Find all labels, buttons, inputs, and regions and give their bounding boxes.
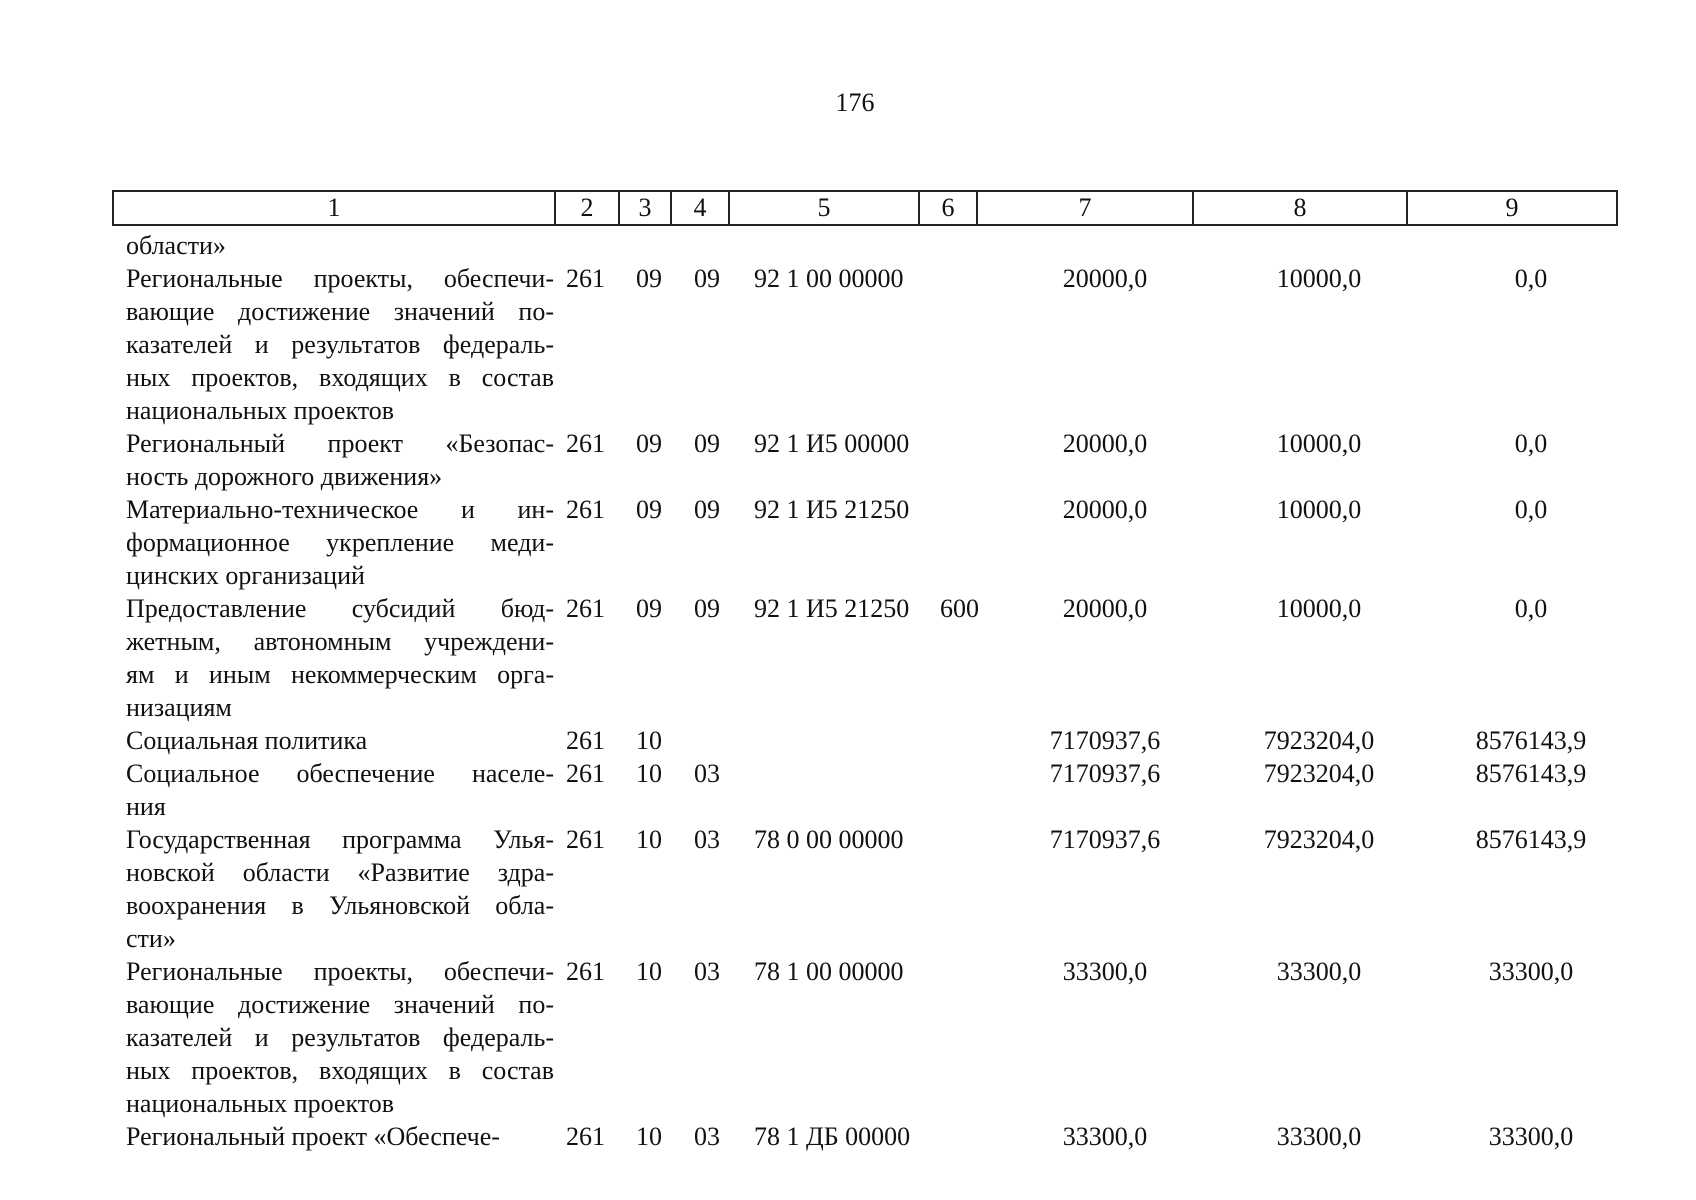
row-name-line: Государственная программа Улья- — [126, 825, 554, 854]
cell-col-3: 10 — [636, 759, 662, 788]
table-row — [0, 724, 1696, 757]
table-body — [0, 229, 1696, 1153]
cell-col-9: 8576143,9 — [1475, 726, 1587, 755]
row-name-line: жетным, автономным учреждени- — [126, 627, 554, 656]
row-name-cell — [0, 229, 554, 262]
row-name-line: Региональный проект «Безопас- — [126, 429, 554, 458]
row-name-line: национальных проектов — [126, 1089, 395, 1118]
row-name-line: Социальное обеспечение населе- — [126, 759, 554, 788]
cell-col-9: 8576143,9 — [1475, 825, 1587, 854]
row-name-line: Материально-техническое и ин- — [126, 495, 554, 524]
cell-col-2: 261 — [566, 264, 605, 293]
column-header-table — [112, 190, 1618, 226]
cell-col-9: 0,0 — [1514, 429, 1548, 458]
table-row — [0, 823, 1696, 955]
row-name-line: низациям — [126, 693, 232, 722]
cell-col-8: 10000,0 — [1276, 429, 1362, 458]
column-header-5: 5 — [729, 191, 919, 225]
row-name-cell — [0, 724, 554, 757]
row-name-line: Региональный проект «Обеспече- — [126, 1122, 500, 1151]
cell-col-2: 261 — [566, 429, 605, 458]
cell-col-8: 10000,0 — [1276, 495, 1362, 524]
table-row — [0, 955, 1696, 1120]
table-row — [0, 229, 1696, 262]
row-name-line: вающие достижение значений по- — [126, 990, 554, 1019]
column-header-2: 2 — [555, 191, 619, 225]
cell-col-9: 0,0 — [1514, 264, 1548, 293]
row-name-line: воохранения в Ульяновской обла- — [126, 891, 554, 920]
cell-col-8: 10000,0 — [1276, 264, 1362, 293]
table-row — [0, 427, 1696, 493]
cell-col-5: 78 0 00 00000 — [754, 825, 904, 854]
cell-col-5: 92 1 И5 00000 — [754, 429, 910, 458]
row-name-line: Предоставление субсидий бюд- — [126, 594, 554, 623]
cell-col-8: 7923204,0 — [1263, 726, 1375, 755]
cell-col-7: 33300,0 — [1062, 957, 1148, 986]
table-row — [0, 592, 1696, 724]
cell-col-9: 33300,0 — [1488, 957, 1574, 986]
row-name-line: Региональные проекты, обеспечи- — [126, 264, 554, 293]
page-number: 176 — [835, 88, 875, 117]
cell-col-5: 78 1 00 00000 — [754, 957, 904, 986]
row-name-cell — [0, 1120, 554, 1153]
cell-col-6: 600 — [940, 594, 979, 623]
row-name-line: ных проектов, входящих в состав — [126, 363, 554, 392]
cell-col-2: 261 — [566, 594, 605, 623]
row-name-line: Социальная политика — [126, 726, 368, 755]
row-name-line: ных проектов, входящих в состав — [126, 1056, 554, 1085]
cell-col-5: 78 1 ДБ 00000 — [754, 1122, 911, 1151]
cell-col-4: 09 — [694, 594, 720, 623]
cell-col-4: 09 — [694, 264, 720, 293]
row-name-cell — [0, 757, 554, 823]
row-name-line: ния — [126, 792, 166, 821]
cell-col-2: 261 — [566, 1122, 605, 1151]
row-name-cell — [0, 592, 554, 724]
cell-col-8: 7923204,0 — [1263, 825, 1375, 854]
cell-col-9: 0,0 — [1514, 594, 1548, 623]
cell-col-5: 92 1 И5 21250 — [754, 594, 910, 623]
row-name-line: казателей и результатов федераль- — [126, 1023, 554, 1052]
cell-col-2: 261 — [566, 495, 605, 524]
cell-col-8: 33300,0 — [1276, 1122, 1362, 1151]
row-name-cell — [0, 955, 554, 1120]
cell-col-2: 261 — [566, 726, 605, 755]
cell-col-3: 10 — [636, 957, 662, 986]
cell-col-9: 0,0 — [1514, 495, 1548, 524]
cell-col-7: 33300,0 — [1062, 1122, 1148, 1151]
table-row — [0, 1120, 1696, 1153]
cell-col-3: 10 — [636, 726, 662, 755]
column-header-4: 4 — [671, 191, 729, 225]
cell-col-7: 20000,0 — [1062, 594, 1148, 623]
row-name-cell — [0, 262, 554, 427]
row-name-cell — [0, 427, 554, 493]
cell-col-7: 20000,0 — [1062, 495, 1148, 524]
cell-col-8: 33300,0 — [1276, 957, 1362, 986]
row-name-line: области» — [126, 231, 226, 260]
cell-col-2: 261 — [566, 957, 605, 986]
cell-col-8: 10000,0 — [1276, 594, 1362, 623]
column-header-3: 3 — [619, 191, 671, 225]
cell-col-7: 7170937,6 — [1049, 726, 1161, 755]
cell-col-7: 7170937,6 — [1049, 825, 1161, 854]
table-row — [0, 757, 1696, 823]
row-name-line: сти» — [126, 924, 176, 953]
cell-col-3: 09 — [636, 264, 662, 293]
cell-col-5: 92 1 И5 21250 — [754, 495, 910, 524]
cell-col-9: 8576143,9 — [1475, 759, 1587, 788]
column-header-9: 9 — [1407, 191, 1617, 225]
cell-col-2: 261 — [566, 825, 605, 854]
cell-col-4: 09 — [694, 495, 720, 524]
cell-col-3: 10 — [636, 825, 662, 854]
row-name-line: казателей и результатов федераль- — [126, 330, 554, 359]
cell-col-7: 20000,0 — [1062, 264, 1148, 293]
row-name-line: ям и иным некоммерческим орга- — [126, 660, 554, 689]
cell-col-8: 7923204,0 — [1263, 759, 1375, 788]
row-name-line: национальных проектов — [126, 396, 395, 425]
cell-col-4: 03 — [694, 957, 720, 986]
row-name-line: цинских организаций — [126, 561, 365, 590]
column-header-8: 8 — [1193, 191, 1407, 225]
column-header-1: 1 — [113, 191, 555, 225]
cell-col-5: 92 1 00 00000 — [754, 264, 904, 293]
cell-col-3: 09 — [636, 429, 662, 458]
cell-col-7: 20000,0 — [1062, 429, 1148, 458]
cell-col-7: 7170937,6 — [1049, 759, 1161, 788]
cell-col-3: 09 — [636, 594, 662, 623]
cell-col-4: 03 — [694, 759, 720, 788]
row-name-line: формационное укрепление меди- — [126, 528, 554, 557]
column-header-6: 6 — [919, 191, 977, 225]
cell-col-4: 09 — [694, 429, 720, 458]
column-header-row — [113, 191, 1617, 225]
row-name-cell — [0, 493, 554, 592]
row-name-line: Региональные проекты, обеспечи- — [126, 957, 554, 986]
cell-col-9: 33300,0 — [1488, 1122, 1574, 1151]
row-name-line: ность дорожного движения» — [126, 462, 443, 491]
column-header-7: 7 — [977, 191, 1193, 225]
cell-col-2: 261 — [566, 759, 605, 788]
cell-col-4: 03 — [694, 825, 720, 854]
row-name-line: вающие достижение значений по- — [126, 297, 554, 326]
table-row — [0, 262, 1696, 427]
row-name-line: новской области «Развитие здра- — [126, 858, 554, 887]
cell-col-3: 09 — [636, 495, 662, 524]
table-row — [0, 493, 1696, 592]
row-name-cell — [0, 823, 554, 955]
cell-col-4: 03 — [694, 1122, 720, 1151]
cell-col-3: 10 — [636, 1122, 662, 1151]
